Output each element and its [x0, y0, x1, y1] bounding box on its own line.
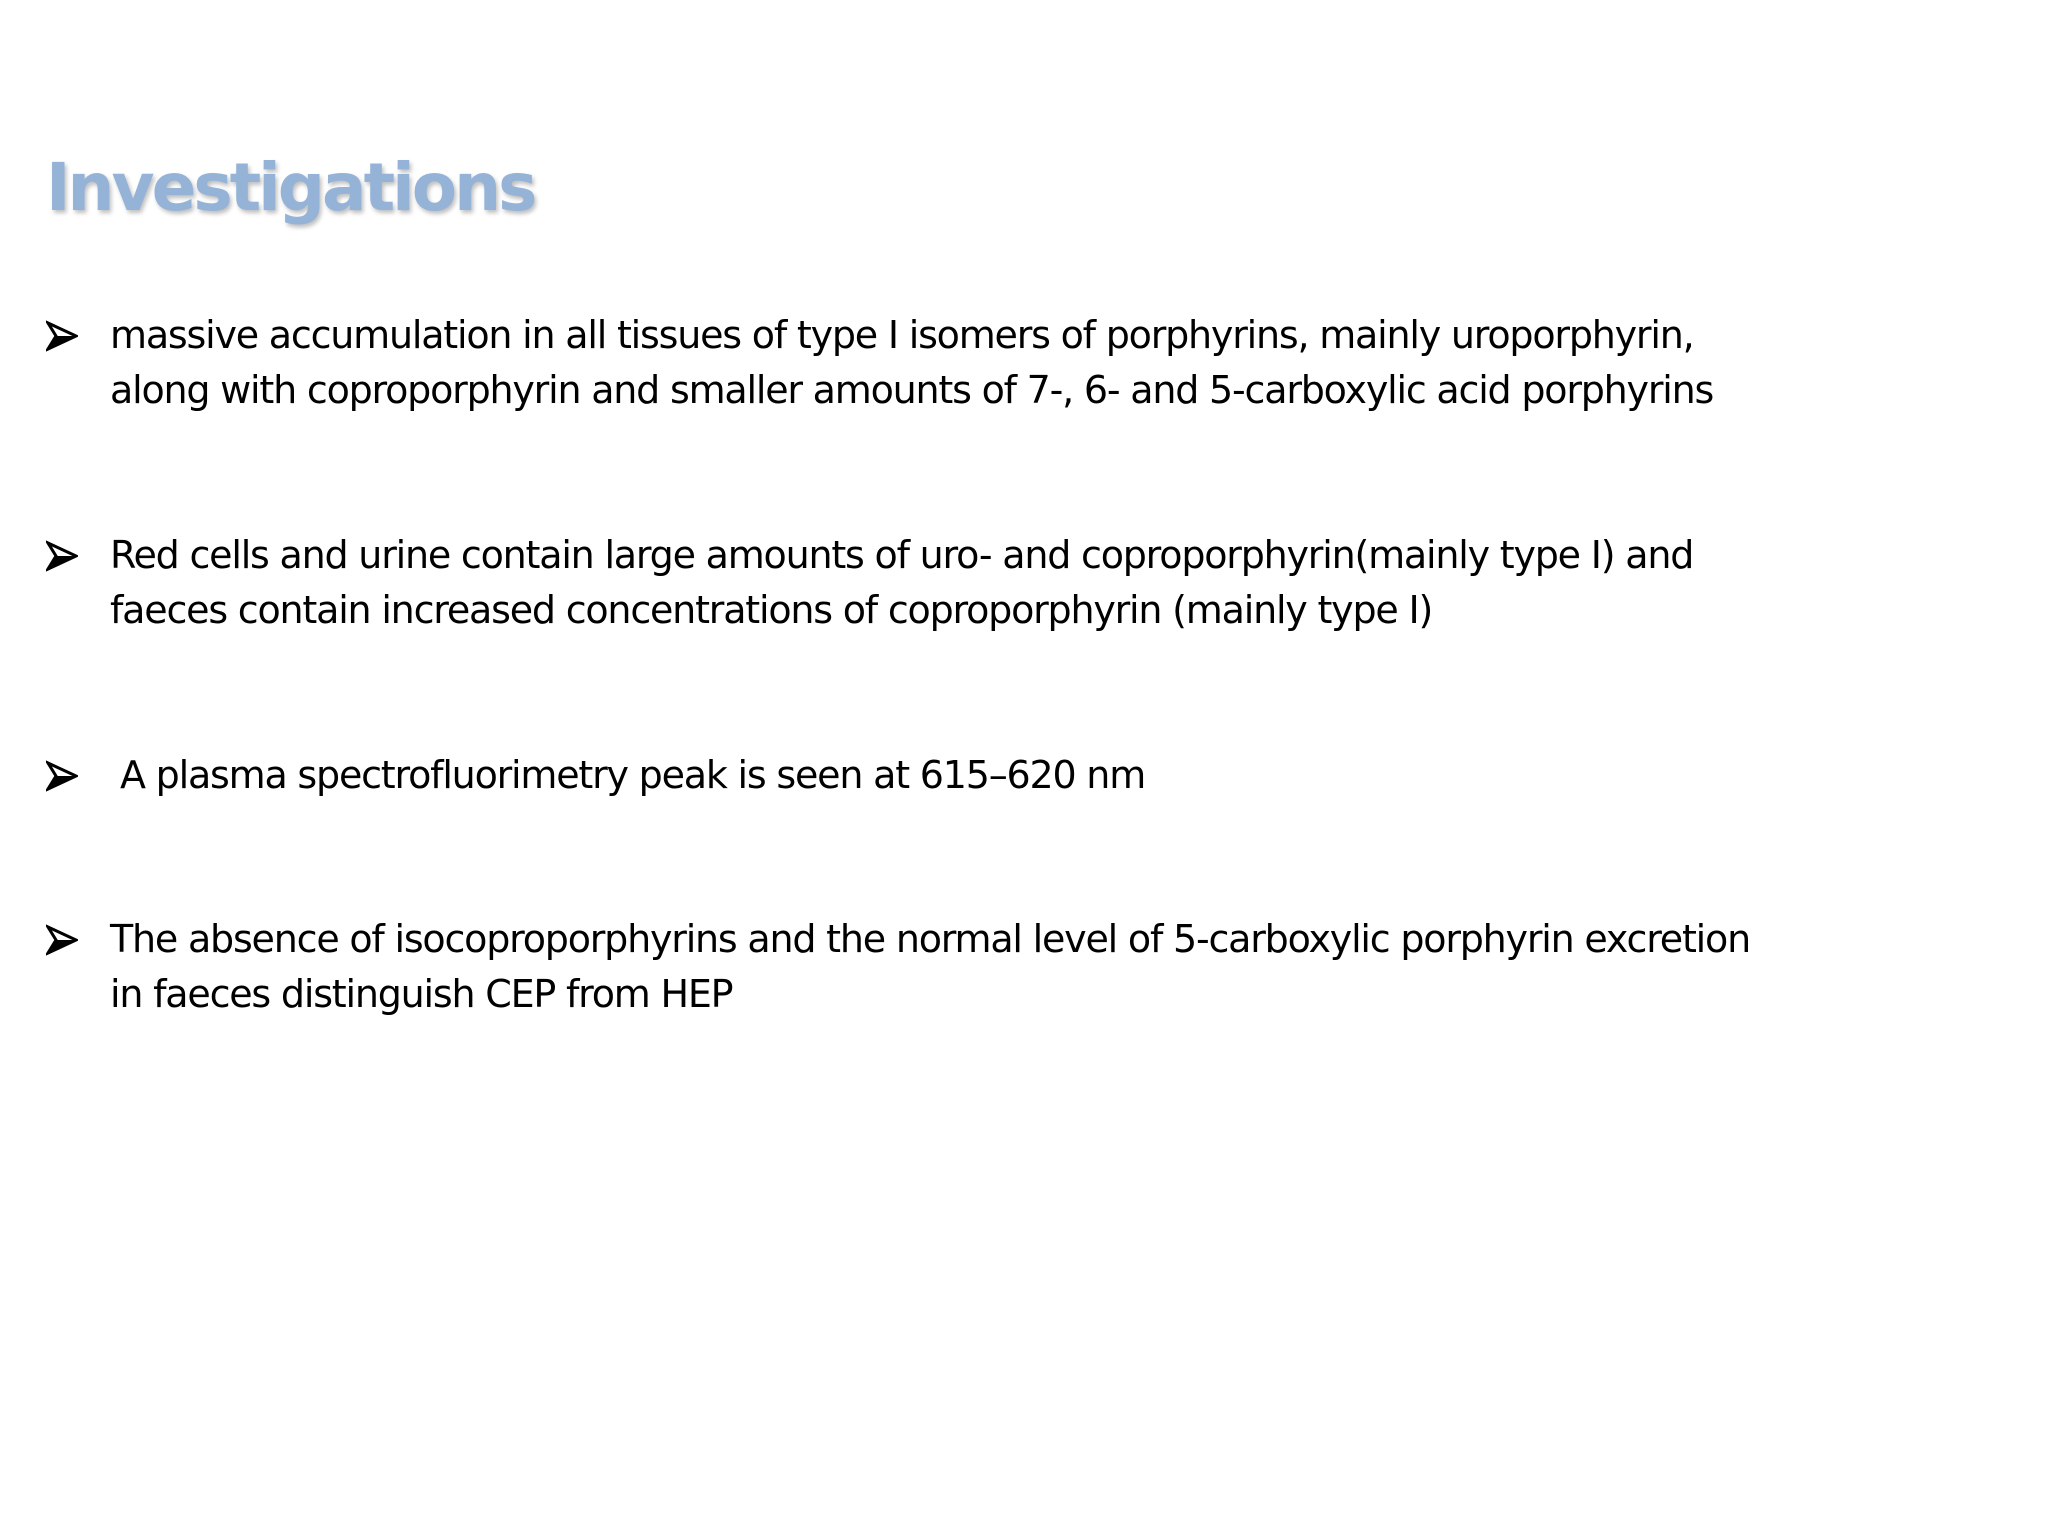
bullet-text — [120, 748, 1940, 803]
bullet-line: A plasma spectrofluorimetry peak is seen at 615–620 nm — [120, 753, 1146, 797]
bullet-line: faeces contain increased concentrations of coproporphyrin (mainly type I) — [110, 588, 1433, 632]
bullet-line: The absence of isocoproporphyrins and the normal level of 5-carboxylic porphyrin excretion — [110, 917, 1750, 961]
arrow-bullet-icon — [46, 320, 78, 352]
bullet-text — [110, 308, 1930, 418]
bullet-line: Red cells and urine contain large amounts of uro- and coproporphyrin(mainly type I) and — [110, 533, 1694, 577]
arrow-bullet-icon — [46, 540, 78, 572]
bullet-text — [110, 528, 1930, 638]
bullet-line: in faeces distinguish CEP from HEP — [110, 972, 733, 1016]
arrow-bullet-icon — [46, 924, 78, 956]
slide-title: Investigations — [46, 149, 535, 226]
bullet-line: along with coproporphyrin and smaller amounts of 7-, 6- and 5-carboxylic acid porphyrins — [110, 368, 1714, 412]
arrow-bullet-icon — [46, 760, 78, 792]
bullet-text — [110, 912, 1930, 1022]
bullet-line: massive accumulation in all tissues of type I isomers of porphyrins, mainly uroporphyrin, — [110, 313, 1694, 357]
